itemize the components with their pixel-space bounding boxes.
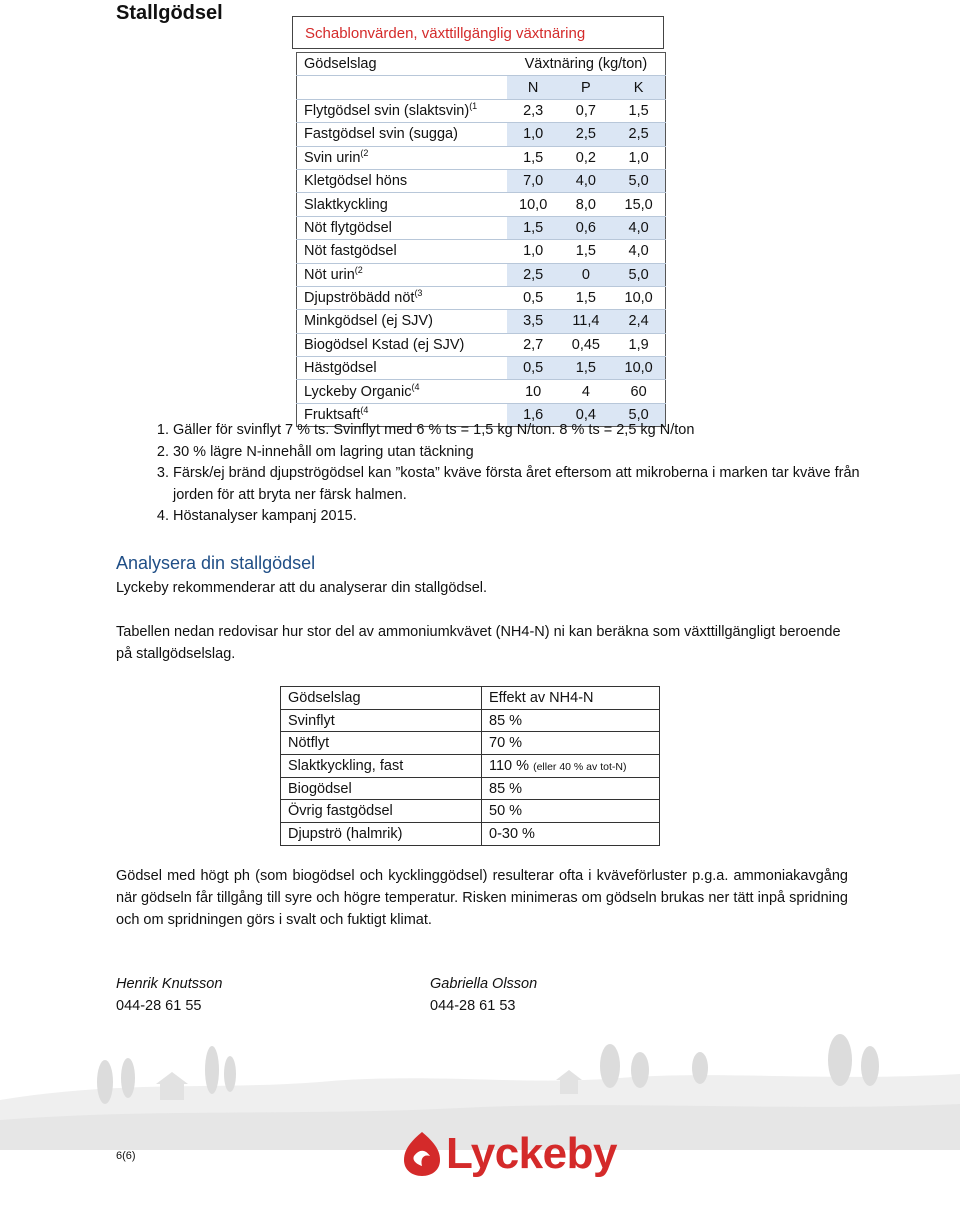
nh4-effect [482, 755, 660, 778]
value-k: 1,5 [612, 99, 665, 122]
value-k: 2,4 [612, 310, 665, 333]
nutrient-col-p: P [560, 76, 613, 99]
value-n: 1,0 [507, 123, 560, 146]
manure-type [297, 357, 507, 380]
intro-text: Lyckeby rekommenderar att du analyserar din stallgödsel. [116, 580, 488, 596]
contact-name: Gabriella Olsson [430, 976, 538, 992]
table-row [297, 169, 666, 192]
value-n: 2,7 [507, 333, 560, 356]
footnote-ref: (3 [414, 288, 423, 299]
manure-type [297, 216, 507, 239]
nh4-effect [482, 823, 660, 846]
table-row [281, 732, 660, 755]
footnote-ref: (1 [469, 101, 478, 112]
table-row [281, 709, 660, 732]
manure-type-label: Fastgödsel svin (sugga) [304, 126, 458, 143]
value-p: 1,5 [560, 240, 613, 263]
value-p: 0 [560, 263, 613, 286]
table-row [297, 310, 666, 333]
manure-type [297, 146, 507, 169]
manure-type-label: Flytgödsel svin (slaktsvin) [304, 102, 470, 119]
footnote-item: 1. Gäller för svinflyt 7 % ts. Svinflyt med 6 % ts = 1,5 kg N/ton. 8 % ts = 2,5 kg N/ton [173, 420, 864, 442]
manure-type-label: Nöt fastgödsel [304, 243, 397, 260]
manure-type-label: Fruktsaft [304, 407, 361, 424]
manure-type: Nötflyt [281, 732, 482, 755]
value-k: 1,0 [612, 146, 665, 169]
contact-phone: 044-28 61 55 [116, 998, 202, 1014]
value-k: 5,0 [612, 263, 665, 286]
value-p: 0,7 [560, 99, 613, 122]
nh4-effect-value: 85 % [489, 712, 523, 729]
value-n: 2,3 [507, 99, 560, 122]
value-k: 5,0 [612, 169, 665, 192]
value-p: 1,5 [560, 286, 613, 309]
table-row [297, 146, 666, 169]
table-row [297, 263, 666, 286]
table-row [281, 777, 660, 800]
footnote-ref: (4 [360, 405, 369, 416]
section-heading: Analysera din stallgödsel [116, 553, 316, 573]
nutrient-table [296, 52, 666, 427]
nh4-effect-note: (eller 40 % av tot-N) [533, 760, 627, 773]
value-k: 10,0 [612, 357, 665, 380]
manure-type [297, 123, 507, 146]
manure-type-label: Biogödsel Kstad (ej SJV) [304, 336, 465, 353]
value-k: 4,0 [612, 240, 665, 263]
logo-wordmark: Lyckeby [446, 1129, 617, 1178]
manure-type-label: Lyckeby Organic [304, 383, 412, 400]
manure-type: Övrig fastgödsel [281, 800, 482, 823]
table2-description: Tabellen nedan redovisar hur stor del av ammoniumkvävet (NH4-N) ni kan beräkna som växttillgängligt beroende på stallgödselslag. [116, 624, 841, 662]
value-n: 2,5 [507, 263, 560, 286]
manure-type-label: Minkgödsel (ej SJV) [304, 313, 433, 330]
manure-type [297, 380, 507, 403]
lyckeby-logo [400, 1128, 617, 1180]
table-row [297, 99, 666, 122]
value-p: 0,4 [560, 403, 613, 426]
contact-name: Henrik Knutsson [116, 976, 223, 992]
nutrient-col-n: N [507, 76, 560, 99]
value-k: 15,0 [612, 193, 665, 216]
manure-type-label: Nöt urin [304, 266, 355, 283]
manure-type [297, 263, 507, 286]
value-p: 2,5 [560, 123, 613, 146]
value-k: 2,5 [612, 123, 665, 146]
value-k: 4,0 [612, 216, 665, 239]
value-n: 0,5 [507, 286, 560, 309]
value-k: 5,0 [612, 403, 665, 426]
value-p: 11,4 [560, 310, 613, 333]
nh4-effect [482, 800, 660, 823]
manure-type: Djupströ (halmrik) [281, 823, 482, 846]
manure-type-label: Kletgödsel höns [304, 173, 408, 190]
footnote-ref: (2 [360, 147, 369, 158]
value-p: 0,45 [560, 333, 613, 356]
manure-type-label: Svin urin [304, 149, 361, 166]
value-k: 10,0 [612, 286, 665, 309]
manure-type [297, 333, 507, 356]
value-n: 7,0 [507, 169, 560, 192]
manure-type: Biogödsel [281, 777, 482, 800]
nh4-effect-table [280, 686, 660, 846]
contact-2 [430, 973, 537, 1017]
value-k: 1,9 [612, 333, 665, 356]
value-p: 0,2 [560, 146, 613, 169]
contact-1 [116, 973, 222, 1017]
page-number: 6(6) [116, 1150, 136, 1162]
table1-col-label: Gödselslag [304, 56, 377, 73]
manure-type [297, 99, 507, 122]
manure-type-label: Nöt flytgödsel [304, 219, 392, 236]
table-row [297, 286, 666, 309]
footnote-item: 3. Färsk/ej bränd djupströgödsel kan ”kosta” kväve första året eftersom att mikroberna i marken tar kväve från jorden för att bryta ner färsk halmen. [173, 463, 864, 506]
table-row [297, 193, 666, 216]
nh4-effect-value: 85 % [489, 780, 523, 797]
page-heading: Stallgödsel [116, 2, 223, 24]
nh4-effect-value: 50 % [489, 803, 523, 820]
table2-header-effect: Effekt av NH4-N [482, 687, 660, 710]
value-n: 1,5 [507, 146, 560, 169]
manure-type [297, 286, 507, 309]
footnote-item: 2. 30 % lägre N-innehåll om lagring utan täckning [173, 442, 864, 464]
manure-type-label: Hästgödsel [304, 360, 377, 377]
value-n: 0,5 [507, 357, 560, 380]
nh4-effect [482, 777, 660, 800]
value-n: 1,5 [507, 216, 560, 239]
value-n: 1,0 [507, 240, 560, 263]
value-p: 0,6 [560, 216, 613, 239]
footnote-ref: (2 [354, 264, 363, 275]
manure-type-label: Djupströbädd nöt [304, 290, 415, 307]
value-n: 10,0 [507, 193, 560, 216]
table-row [281, 755, 660, 778]
table1-title: Schablonvärden, växttillgänglig växtnäring [292, 16, 664, 49]
manure-type: Slaktkyckling, fast [281, 755, 482, 778]
closing-paragraph: Gödsel med högt ph (som biogödsel och kycklinggödsel) resulterar ofta i kväveförluster p.g.a. ammoniakavgång när gödseln får tillgång till syre och högre temperatur. Risken minimeras om gödseln brukas ner tätt inpå spridning och om spridningen görs i svalt och fuktigt klimat. [116, 868, 848, 928]
footnote-ref: (4 [411, 381, 420, 392]
manure-type-label: Slaktkyckling [304, 196, 388, 213]
table-row [297, 333, 666, 356]
table-row [297, 357, 666, 380]
table-row [281, 800, 660, 823]
manure-type: Svinflyt [281, 709, 482, 732]
value-n: 10 [507, 380, 560, 403]
manure-type [297, 169, 507, 192]
value-p: 1,5 [560, 357, 613, 380]
table-row [297, 240, 666, 263]
table-row [297, 123, 666, 146]
nh4-effect-value: 110 % [489, 757, 530, 774]
table-row [297, 216, 666, 239]
nutrient-col-k: K [612, 76, 665, 99]
value-n: 3,5 [507, 310, 560, 333]
table-row [281, 823, 660, 846]
value-n: 1,6 [507, 403, 560, 426]
nh4-effect [482, 709, 660, 732]
nh4-effect-value: 70 % [489, 735, 523, 752]
table2-header-type: Gödselslag [281, 687, 482, 710]
nh4-effect-value: 0-30 % [489, 825, 535, 842]
footnote-item: 4. Höstanalyser kampanj 2015. [173, 506, 864, 528]
nh4-effect [482, 732, 660, 755]
lyckeby-mark-icon [400, 1128, 444, 1180]
manure-type [297, 193, 507, 216]
value-k: 60 [612, 380, 665, 403]
value-p: 4 [560, 380, 613, 403]
contact-phone: 044-28 61 53 [430, 998, 516, 1014]
manure-type [297, 240, 507, 263]
value-p: 8,0 [560, 193, 613, 216]
value-p: 4,0 [560, 169, 613, 192]
manure-type [297, 310, 507, 333]
table1-nutrients-label: Växtnäring (kg/ton) [524, 56, 648, 73]
table-row [297, 380, 666, 403]
footnotes [144, 420, 864, 528]
